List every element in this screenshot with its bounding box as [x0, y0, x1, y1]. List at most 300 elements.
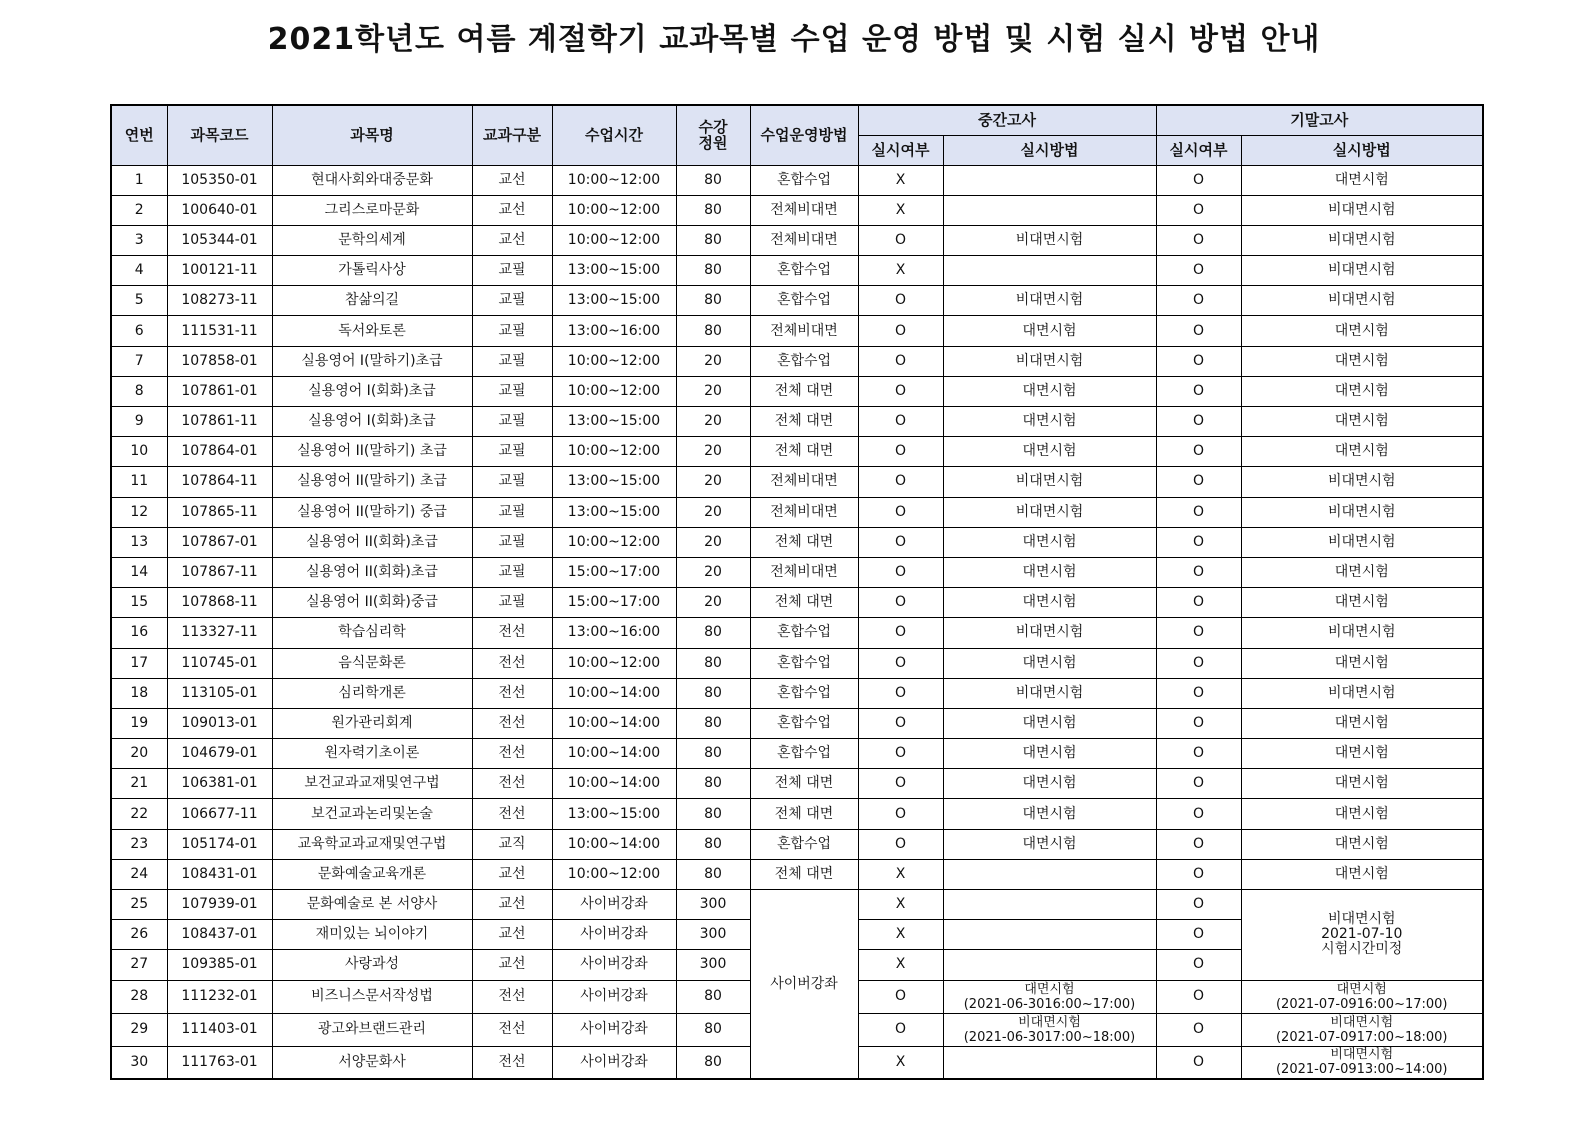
cell-mid-held: O — [858, 648, 943, 678]
cell-category: 교선 — [472, 195, 552, 225]
cell-no: 14 — [111, 557, 167, 587]
cell-fin-method: 대면시험 — [1241, 407, 1483, 437]
cell-name: 실용영어 II(회화)중급 — [272, 588, 472, 618]
cell-no: 19 — [111, 708, 167, 738]
cell-name: 가톨릭사상 — [272, 256, 472, 286]
table-row — [111, 225, 1483, 255]
cell-capacity: 80 — [676, 859, 750, 889]
cell-time: 10:00~12:00 — [552, 225, 676, 255]
fin-method-line: 비대면시험 — [1330, 1014, 1394, 1030]
cell-mid-method: 대면시험 — [943, 588, 1156, 618]
cell-no: 8 — [111, 376, 167, 406]
cell-mid-held: O — [858, 376, 943, 406]
cell-code: 105174-01 — [167, 829, 272, 859]
cell-mid-held: X — [858, 1046, 943, 1079]
cell-method: 전체비대면 — [750, 497, 858, 527]
table-row — [111, 708, 1483, 738]
cell-fin-method: 대면시험 — [1241, 346, 1483, 376]
cell-capacity: 80 — [676, 980, 750, 1013]
cell-capacity: 80 — [676, 678, 750, 708]
cell-mid-held: O — [858, 467, 943, 497]
cell-fin-held: O — [1156, 346, 1241, 376]
cell-capacity: 20 — [676, 527, 750, 557]
mid-method-date: (2021-06-3017:00~18:00) — [963, 1029, 1136, 1045]
cell-category: 교필 — [472, 256, 552, 286]
cell-mid-held: O — [858, 225, 943, 255]
cell-code: 107864-11 — [167, 467, 272, 497]
cell-category: 교직 — [472, 829, 552, 859]
fin-method-line: 비대면시험 — [1330, 1047, 1394, 1063]
cell-method: 혼합수업 — [750, 678, 858, 708]
cell-name: 실용영어 I(회화)초급 — [272, 376, 472, 406]
cell-capacity: 80 — [676, 195, 750, 225]
cell-category: 전선 — [472, 980, 552, 1013]
cell-mid-method: 대면시험 — [943, 316, 1156, 346]
cell-no: 16 — [111, 618, 167, 648]
page-title: 2021학년도 여름 계절학기 교과목별 수업 운영 방법 및 시험 실시 방법 안내 — [267, 22, 1321, 57]
cell-category: 교필 — [472, 407, 552, 437]
cell-method-cyber: 사이버강좌 — [750, 890, 858, 1080]
cell-mid-method: 비대면시험 — [943, 346, 1156, 376]
header-fin-held: 실시여부 — [1156, 135, 1241, 165]
cell-code: 107861-11 — [167, 407, 272, 437]
cell-no: 27 — [111, 950, 167, 980]
cell-code: 107861-01 — [167, 376, 272, 406]
cell-name: 심리학개론 — [272, 678, 472, 708]
cell-time: 10:00~12:00 — [552, 165, 676, 195]
cell-no: 29 — [111, 1013, 167, 1046]
cell-fin-held: O — [1156, 980, 1241, 1013]
cell-mid-method: 대면시험 — [943, 527, 1156, 557]
cell-code: 109013-01 — [167, 708, 272, 738]
cell-capacity: 80 — [676, 739, 750, 769]
cell-name: 문화예술교육개론 — [272, 859, 472, 889]
table-row — [111, 407, 1483, 437]
cell-no: 18 — [111, 678, 167, 708]
cell-no: 2 — [111, 195, 167, 225]
cell-fin-method: 비대면시험 — [1241, 256, 1483, 286]
cell-code: 113327-11 — [167, 618, 272, 648]
cell-name: 실용영어 II(말하기) 초급 — [272, 467, 472, 497]
table-row — [111, 316, 1483, 346]
cell-fin-held: O — [1156, 618, 1241, 648]
cell-name: 교육학교과교재및연구법 — [272, 829, 472, 859]
cell-no: 21 — [111, 769, 167, 799]
cell-capacity: 20 — [676, 437, 750, 467]
cell-capacity: 80 — [676, 165, 750, 195]
cell-category: 전선 — [472, 769, 552, 799]
cell-mid-method: 대면시험 — [943, 769, 1156, 799]
cell-name: 학습심리학 — [272, 618, 472, 648]
cell-name: 그리스로마문화 — [272, 195, 472, 225]
cell-category: 전선 — [472, 648, 552, 678]
header-time: 수업시간 — [552, 105, 676, 165]
cell-mid-held: O — [858, 316, 943, 346]
cell-code: 107858-01 — [167, 346, 272, 376]
cell-fin-held: O — [1156, 165, 1241, 195]
cell-name: 문화예술로 본 서양사 — [272, 890, 472, 920]
cell-mid-held: X — [858, 920, 943, 950]
cell-mid-method: 대면시험 — [943, 437, 1156, 467]
cell-capacity: 80 — [676, 316, 750, 346]
cell-no: 7 — [111, 346, 167, 376]
cell-fin-held: O — [1156, 557, 1241, 587]
table-row — [111, 437, 1483, 467]
cell-mid-method: 대면시험 — [943, 708, 1156, 738]
cell-name: 광고와브랜드관리 — [272, 1013, 472, 1046]
cell-mid-held: O — [858, 527, 943, 557]
cell-method: 전체 대면 — [750, 527, 858, 557]
cell-method: 혼합수업 — [750, 708, 858, 738]
cell-code: 104679-01 — [167, 739, 272, 769]
cell-capacity: 80 — [676, 225, 750, 255]
cell-name: 참삶의길 — [272, 286, 472, 316]
cell-fin-method: 대면시험 — [1241, 708, 1483, 738]
cell-category: 교필 — [472, 557, 552, 587]
table-row — [111, 618, 1483, 648]
cell-time: 사이버강좌 — [552, 980, 676, 1013]
cell-code: 108431-01 — [167, 859, 272, 889]
cell-time: 10:00~14:00 — [552, 678, 676, 708]
cell-method: 혼합수업 — [750, 256, 858, 286]
cell-method: 혼합수업 — [750, 165, 858, 195]
cell-no: 4 — [111, 256, 167, 286]
cell-code: 106677-11 — [167, 799, 272, 829]
cell-method: 전체 대면 — [750, 437, 858, 467]
cell-time: 13:00~16:00 — [552, 316, 676, 346]
cell-code: 106381-01 — [167, 769, 272, 799]
cell-name: 서양문화사 — [272, 1046, 472, 1079]
cell-fin-held: O — [1156, 588, 1241, 618]
header-mid-held: 실시여부 — [858, 135, 943, 165]
cell-mid-method — [943, 890, 1156, 920]
cell-mid-held: O — [858, 708, 943, 738]
cell-capacity: 80 — [676, 1046, 750, 1079]
cell-time: 13:00~15:00 — [552, 467, 676, 497]
cell-name: 원자력기초이론 — [272, 739, 472, 769]
cell-mid-held: O — [858, 678, 943, 708]
table-row — [111, 799, 1483, 829]
cell-name: 현대사회와대중문화 — [272, 165, 472, 195]
cell-name: 실용영어 II(회화)초급 — [272, 557, 472, 587]
cell-fin-held: O — [1156, 1013, 1241, 1046]
cell-category: 전선 — [472, 1013, 552, 1046]
cell-capacity: 80 — [676, 618, 750, 648]
cell-time: 10:00~12:00 — [552, 376, 676, 406]
cell-category: 전선 — [472, 618, 552, 648]
cell-mid-method: 대면시험 — [943, 799, 1156, 829]
cell-code: 107868-11 — [167, 588, 272, 618]
cell-fin-held: O — [1156, 950, 1241, 980]
cell-no: 25 — [111, 890, 167, 920]
cell-capacity: 80 — [676, 648, 750, 678]
cell-capacity: 300 — [676, 920, 750, 950]
cell-method: 혼합수업 — [750, 648, 858, 678]
cell-category: 교필 — [472, 527, 552, 557]
cell-time: 13:00~15:00 — [552, 799, 676, 829]
cell-no: 15 — [111, 588, 167, 618]
cell-fin-method: 대면시험 — [1241, 316, 1483, 346]
cell-mid-held: O — [858, 769, 943, 799]
cell-time: 사이버강좌 — [552, 1013, 676, 1046]
cell-method: 전체 대면 — [750, 799, 858, 829]
cell-mid-held: O — [858, 618, 943, 648]
cell-method: 혼합수업 — [750, 286, 858, 316]
fin-group-line: 2021-07-10 — [1321, 926, 1403, 943]
cell-no: 5 — [111, 286, 167, 316]
cell-method: 혼합수업 — [750, 618, 858, 648]
cell-no: 20 — [111, 739, 167, 769]
table-row — [111, 588, 1483, 618]
cell-fin-held: O — [1156, 1046, 1241, 1079]
cell-category: 교선 — [472, 165, 552, 195]
cell-fin-method: 대면시험 — [1241, 376, 1483, 406]
cell-fin-held: O — [1156, 256, 1241, 286]
fin-method-line: 대면시험 — [1336, 981, 1387, 997]
cell-fin-held: O — [1156, 467, 1241, 497]
cell-fin-held: O — [1156, 316, 1241, 346]
cell-mid-held: O — [858, 1013, 943, 1046]
cell-capacity: 20 — [676, 467, 750, 497]
cell-fin-held: O — [1156, 376, 1241, 406]
table-row — [111, 467, 1483, 497]
cell-fin-method: 대면시험 — [1241, 557, 1483, 587]
cell-mid-method — [943, 1013, 1156, 1046]
cell-fin-held: O — [1156, 648, 1241, 678]
table-row — [111, 286, 1483, 316]
cell-no: 17 — [111, 648, 167, 678]
cell-code: 108273-11 — [167, 286, 272, 316]
cell-method: 전체 대면 — [750, 407, 858, 437]
cell-mid-method — [943, 920, 1156, 950]
cell-capacity: 80 — [676, 708, 750, 738]
table-row — [111, 376, 1483, 406]
header-method: 수업운영방법 — [750, 105, 858, 165]
cell-mid-held: O — [858, 980, 943, 1013]
schedule-table — [110, 104, 1484, 1080]
cell-fin-held: O — [1156, 859, 1241, 889]
cell-code: 107867-01 — [167, 527, 272, 557]
cell-no: 24 — [111, 859, 167, 889]
cell-method: 혼합수업 — [750, 829, 858, 859]
cell-mid-method: 비대면시험 — [943, 497, 1156, 527]
cell-time: 13:00~15:00 — [552, 286, 676, 316]
header-mid-method: 실시방법 — [943, 135, 1156, 165]
cell-no: 22 — [111, 799, 167, 829]
cell-mid-method: 비대면시험 — [943, 286, 1156, 316]
cell-time: 10:00~14:00 — [552, 829, 676, 859]
cell-code: 110745-01 — [167, 648, 272, 678]
mid-method-date: (2021-06-3016:00~17:00) — [963, 996, 1136, 1012]
cell-mid-held: X — [858, 950, 943, 980]
cell-category: 전선 — [472, 678, 552, 708]
cell-category: 교필 — [472, 437, 552, 467]
cell-fin-method: 비대면시험 — [1241, 497, 1483, 527]
cell-code: 107867-11 — [167, 557, 272, 587]
table-row — [111, 256, 1483, 286]
table-row — [111, 678, 1483, 708]
cell-method: 전체 대면 — [750, 588, 858, 618]
cell-fin-held: O — [1156, 195, 1241, 225]
cell-name: 보건교과교재및연구법 — [272, 769, 472, 799]
cell-mid-held: O — [858, 497, 943, 527]
cell-no: 10 — [111, 437, 167, 467]
cell-no: 13 — [111, 527, 167, 557]
table-row — [111, 346, 1483, 376]
cell-mid-held: O — [858, 286, 943, 316]
cell-fin-held: O — [1156, 527, 1241, 557]
table-row — [111, 557, 1483, 587]
cell-capacity: 20 — [676, 376, 750, 406]
mid-method-line: 비대면시험 — [1018, 1014, 1081, 1030]
cell-capacity: 20 — [676, 557, 750, 587]
cell-mid-method: 대면시험 — [943, 557, 1156, 587]
cell-fin-method: 대면시험 — [1241, 739, 1483, 769]
cell-capacity: 20 — [676, 346, 750, 376]
cell-no: 3 — [111, 225, 167, 255]
cell-code: 111232-01 — [167, 980, 272, 1013]
cell-fin-method: 대면시험 — [1241, 829, 1483, 859]
fin-group-line: 시험시간미정 — [1321, 941, 1403, 958]
cell-fin-method: 비대면시험 — [1241, 195, 1483, 225]
cell-capacity: 80 — [676, 799, 750, 829]
cell-mid-held: O — [858, 739, 943, 769]
cell-method: 전체비대면 — [750, 467, 858, 497]
cell-no: 23 — [111, 829, 167, 859]
cell-method: 혼합수업 — [750, 739, 858, 769]
cell-name: 실용영어 II(말하기) 중급 — [272, 497, 472, 527]
cell-category: 교필 — [472, 316, 552, 346]
cell-mid-method — [943, 195, 1156, 225]
cell-name: 문학의세계 — [272, 225, 472, 255]
cell-no: 9 — [111, 407, 167, 437]
cell-category: 교선 — [472, 890, 552, 920]
cell-method: 전체비대면 — [750, 316, 858, 346]
cell-time: 10:00~12:00 — [552, 527, 676, 557]
cell-time: 사이버강좌 — [552, 920, 676, 950]
cell-name: 비즈니스문서작성법 — [272, 980, 472, 1013]
cell-capacity: 20 — [676, 407, 750, 437]
cell-fin-held: O — [1156, 678, 1241, 708]
cell-category: 전선 — [472, 799, 552, 829]
cell-fin-held: O — [1156, 739, 1241, 769]
header-midterm: 중간고사 — [858, 105, 1156, 135]
cell-category: 교필 — [472, 376, 552, 406]
cell-mid-held: O — [858, 799, 943, 829]
cell-code: 107864-01 — [167, 437, 272, 467]
cell-time: 13:00~15:00 — [552, 497, 676, 527]
cell-fin-method: 대면시험 — [1241, 165, 1483, 195]
cell-fin-held: O — [1156, 799, 1241, 829]
cell-no: 6 — [111, 316, 167, 346]
table-row — [111, 829, 1483, 859]
cell-mid-held: X — [858, 256, 943, 286]
header-final: 기말고사 — [1156, 105, 1483, 135]
cell-code: 105344-01 — [167, 225, 272, 255]
header-category: 교과구분 — [472, 105, 552, 165]
cell-mid-held: O — [858, 588, 943, 618]
cell-fin-method: 대면시험 — [1241, 588, 1483, 618]
cell-fin-method: 대면시험 — [1241, 769, 1483, 799]
cell-method: 혼합수업 — [750, 346, 858, 376]
cell-name: 실용영어 II(회화)초급 — [272, 527, 472, 557]
cell-category: 전선 — [472, 1046, 552, 1079]
table-row — [111, 527, 1483, 557]
cell-category: 교선 — [472, 920, 552, 950]
cell-code: 111531-11 — [167, 316, 272, 346]
cell-method: 전체비대면 — [750, 225, 858, 255]
cell-name: 사랑과성 — [272, 950, 472, 980]
cell-category: 교필 — [472, 286, 552, 316]
cell-fin-method: 비대면시험 — [1241, 527, 1483, 557]
table-row — [111, 165, 1483, 195]
cell-category: 전선 — [472, 708, 552, 738]
cell-method: 전체 대면 — [750, 859, 858, 889]
cell-time: 사이버강좌 — [552, 1046, 676, 1079]
cell-mid-held: O — [858, 407, 943, 437]
cell-fin-held: O — [1156, 437, 1241, 467]
cell-capacity: 80 — [676, 256, 750, 286]
cell-mid-method: 대면시험 — [943, 739, 1156, 769]
cell-mid-method — [943, 950, 1156, 980]
cell-fin-held: O — [1156, 286, 1241, 316]
cell-fin-method — [1241, 1013, 1483, 1046]
cell-name: 음식문화론 — [272, 648, 472, 678]
cell-time: 10:00~14:00 — [552, 708, 676, 738]
cell-mid-held: X — [858, 859, 943, 889]
cell-fin-held: O — [1156, 769, 1241, 799]
header-fin-method: 실시방법 — [1241, 135, 1483, 165]
header-code: 과목코드 — [167, 105, 272, 165]
fin-method-date: (2021-07-0913:00~14:00) — [1275, 1062, 1448, 1078]
cell-capacity: 20 — [676, 497, 750, 527]
table-row — [111, 769, 1483, 799]
fin-group-line: 비대면시험 — [1327, 911, 1396, 928]
cell-category: 교필 — [472, 467, 552, 497]
cell-no: 11 — [111, 467, 167, 497]
cell-time: 사이버강좌 — [552, 950, 676, 980]
cell-time: 사이버강좌 — [552, 890, 676, 920]
cell-category: 교선 — [472, 950, 552, 980]
cell-method: 전체비대면 — [750, 557, 858, 587]
cell-mid-method — [943, 859, 1156, 889]
cell-no: 26 — [111, 920, 167, 950]
cell-fin-method: 대면시험 — [1241, 799, 1483, 829]
cell-fin-method — [1241, 980, 1483, 1013]
header-no: 연번 — [111, 105, 167, 165]
cell-fin-method-group — [1241, 890, 1483, 981]
cell-capacity: 80 — [676, 286, 750, 316]
cell-time: 10:00~12:00 — [552, 346, 676, 376]
cell-method: 전체 대면 — [750, 376, 858, 406]
cell-no: 1 — [111, 165, 167, 195]
table-row — [111, 195, 1483, 225]
cell-fin-method: 비대면시험 — [1241, 286, 1483, 316]
cell-mid-method: 대면시험 — [943, 648, 1156, 678]
cell-mid-held: X — [858, 165, 943, 195]
cell-fin-method: 대면시험 — [1241, 648, 1483, 678]
cell-mid-held: X — [858, 890, 943, 920]
cell-fin-method: 비대면시험 — [1241, 618, 1483, 648]
cell-time: 10:00~12:00 — [552, 437, 676, 467]
table-row — [111, 859, 1483, 889]
cell-fin-held: O — [1156, 497, 1241, 527]
table-row — [111, 739, 1483, 769]
cell-name: 보건교과논리및논술 — [272, 799, 472, 829]
cell-name: 원가관리회계 — [272, 708, 472, 738]
cell-fin-held: O — [1156, 407, 1241, 437]
cell-mid-method: 대면시험 — [943, 376, 1156, 406]
